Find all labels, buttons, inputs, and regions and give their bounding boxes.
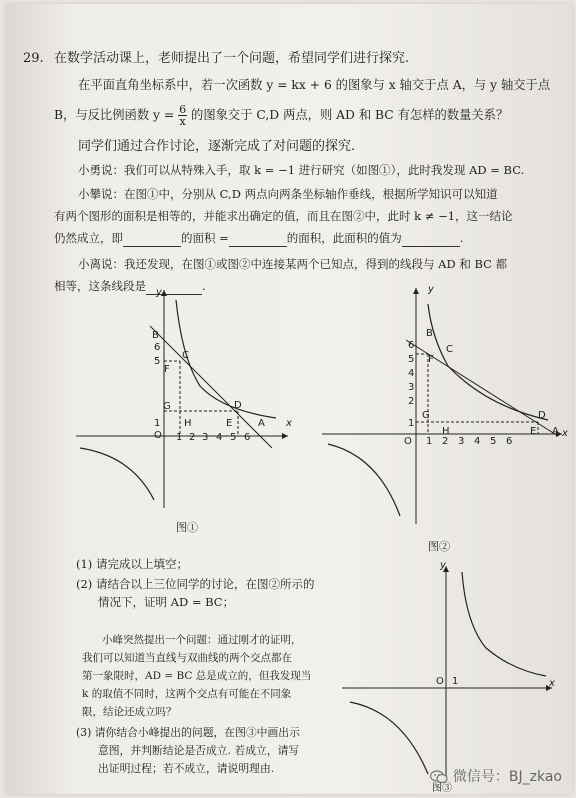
fig2-xtick-3: 3 xyxy=(458,436,465,447)
question-3-line1: (3) 请你结合小峰提出的问题，在图③中画出示 xyxy=(76,726,300,739)
fig2-y-arrow-icon xyxy=(413,288,419,294)
fraction-denominator: x xyxy=(179,115,186,128)
fig2-xtick-1: 1 xyxy=(426,436,433,447)
fig2-point-f: F xyxy=(428,354,434,365)
xiaopan-line2: 有两个图形的面积是相等的，并能求出确定的值，而且在图②中，此时 k ≠ −1，这一结论 xyxy=(54,209,513,223)
xiaopan-line3 xyxy=(54,230,463,247)
xiaofeng-line1: 小峰突然提出一个问题：通过刚才的证明， xyxy=(102,634,302,646)
fig3-origin: O xyxy=(436,676,444,687)
fig2-hyperbola-q3 xyxy=(328,444,400,516)
watermark-text: 微信号：BJ_zkao xyxy=(452,769,562,785)
xiaoli-line2-a: 相等，这条线段是 xyxy=(54,279,146,293)
fig1-xtick-5: 5 xyxy=(230,432,237,443)
stem-line2-post: 的图象交于 C,D 两点，则 AD 和 BC 有怎样的数量关系？ xyxy=(191,108,509,122)
fig1-xtick-6: 6 xyxy=(244,432,251,443)
fig2-ytick-5: 5 xyxy=(408,354,415,365)
fig1-line xyxy=(150,326,272,448)
figure-3-graph xyxy=(336,560,558,786)
fig1-ytick-6: 6 xyxy=(154,342,161,353)
fig2-xtick-4: 4 xyxy=(474,436,481,447)
fig2-hyperbola-q1 xyxy=(428,304,548,420)
fig1-point-f: F xyxy=(164,364,170,375)
fig1-y-label: y xyxy=(156,287,162,298)
question-2-line1: (2) 请结合以上三位同学的讨论，在图②所示的 xyxy=(76,577,315,591)
fig1-point-e: E xyxy=(226,418,233,429)
fig2-point-d: D xyxy=(538,410,546,421)
fig2-point-a: A xyxy=(552,426,559,437)
fraction-numerator: 6 xyxy=(179,103,187,116)
fig2-origin: O xyxy=(404,436,412,447)
fig2-y-label: y xyxy=(428,284,434,295)
fig1-xtick-3: 3 xyxy=(202,432,209,443)
fill-blank-2[interactable] xyxy=(229,246,287,247)
wechat-watermark xyxy=(430,766,562,786)
fig1-xtick-4: 4 xyxy=(216,432,223,443)
xiaopan-line1: 小攀说：在图①中，分别从 C,D 两点向两条坐标轴作垂线，根据所学知识可以知道 xyxy=(78,187,498,201)
fig1-point-d: D xyxy=(234,400,242,411)
fig2-x-label: x xyxy=(562,428,568,439)
fig2-point-c: C xyxy=(446,344,453,355)
fig1-caption: 图① xyxy=(176,521,198,534)
xiaoli-line2-b: . xyxy=(202,279,206,293)
fig2-point-b: B xyxy=(426,328,433,339)
fig3-y-label: y xyxy=(440,560,446,571)
fig1-point-b: B xyxy=(152,330,159,341)
xiaopan-line3-d: . xyxy=(459,231,464,245)
fraction-6-over-x xyxy=(178,104,187,127)
xiaopan-line3-a: 仍然成立，即 xyxy=(54,231,123,245)
fig1-x-label: x xyxy=(286,418,292,429)
fig2-ytick-3: 3 xyxy=(408,382,415,393)
fig1-point-g: G xyxy=(163,401,171,412)
fig2-ytick-4: 4 xyxy=(408,368,415,379)
figure-2-graph xyxy=(316,284,566,534)
stem-line2-pre: B，与反比例函数 y = xyxy=(54,108,175,122)
fig1-point-h: H xyxy=(184,418,192,429)
problem-stem-line1: 在平面直角坐标系中，若一次函数 y = kx + 6 的图象与 x 轴交于点 A，与 y 轴交于点 xyxy=(78,78,551,92)
fig1-point-c: C xyxy=(182,350,189,361)
fig3-x-label: x xyxy=(549,678,555,689)
fig2-ytick-2: 2 xyxy=(408,396,415,407)
fig3-caption: 图③ xyxy=(432,783,452,794)
xiaofeng-line3: 第一象限时，AD = BC 总是成立的，但我发现当 xyxy=(82,670,312,682)
question-3-line2: 意图，并判断结论是否成立. 若成立，请写 xyxy=(98,744,300,757)
exam-page xyxy=(6,4,572,794)
fig1-point-a: A xyxy=(258,418,265,429)
discussion-line: 同学们通过合作讨论，逐渐完成了对问题的探究. xyxy=(78,139,356,154)
fig2-point-g: G xyxy=(422,410,430,421)
xiaoli-line1: 小离说：我还发现，在图①或图②中连接某两个已知点，得到的线段与 AD 和 BC 都 xyxy=(78,257,508,271)
fig1-origin: O xyxy=(154,430,162,441)
xiaopan-line3-b: 的面积 = xyxy=(181,231,229,245)
figure-1-graph xyxy=(70,286,290,516)
fig1-xtick-2: 2 xyxy=(189,432,196,443)
fill-blank-3[interactable] xyxy=(402,246,460,247)
fig3-hyperbola-q3 xyxy=(350,702,428,774)
fig1-ytick-5: 5 xyxy=(154,356,161,367)
question-1: (1) 请完成以上填空； xyxy=(76,557,188,571)
xiaofeng-line5: 限，结论还成立吗？ xyxy=(82,706,177,718)
problem-intro: 在数学活动课上，老师提出了一个问题，希望同学们进行探究. xyxy=(54,51,410,66)
fig1-hyperbola-q3 xyxy=(80,448,154,500)
question-2-line2: 情况下，证明 AD = BC； xyxy=(98,595,235,609)
xiaopan-line3-c: 的面积，此面积的值为 xyxy=(286,231,402,245)
wechat-icon xyxy=(430,770,448,784)
fig2-ytick-1: 1 xyxy=(408,418,415,429)
fill-blank-1[interactable] xyxy=(123,246,181,247)
fig2-xtick-5: 5 xyxy=(490,436,497,447)
fig1-hyperbola-q1 xyxy=(176,300,276,418)
problem-number: 29. xyxy=(23,51,44,66)
fig1-x-arrow-icon xyxy=(282,433,288,439)
xiaoyong-statement: 小勇说：我们可以从特殊入手，取 k = −1 进行研究（如图①），此时我发现 AD = BC. xyxy=(78,163,525,177)
xiaofeng-line2: 我们可以知道当直线与双曲线的两个交点都在 xyxy=(82,652,292,664)
fig2-point-h: H xyxy=(442,426,450,437)
fig2-caption: 图② xyxy=(428,540,450,553)
fig2-xtick-6: 6 xyxy=(506,436,513,447)
problem-stem-line2 xyxy=(54,104,508,127)
fig3-tick-1: 1 xyxy=(452,676,459,687)
fig2-ytick-6: 6 xyxy=(408,340,415,351)
xiaofeng-line4: k 的取值不同时，这两个交点有可能在不同象 xyxy=(82,688,292,700)
fig1-xtick-1: 1 xyxy=(176,432,183,443)
fig1-ytick-1: 1 xyxy=(154,418,161,429)
fig3-hyperbola-q1 xyxy=(462,572,546,676)
fig2-point-e: E xyxy=(530,426,537,437)
question-3-line3: 出证明过程；若不成立，请说明理由. xyxy=(98,762,275,775)
fig2-xtick-2: 2 xyxy=(442,436,449,447)
